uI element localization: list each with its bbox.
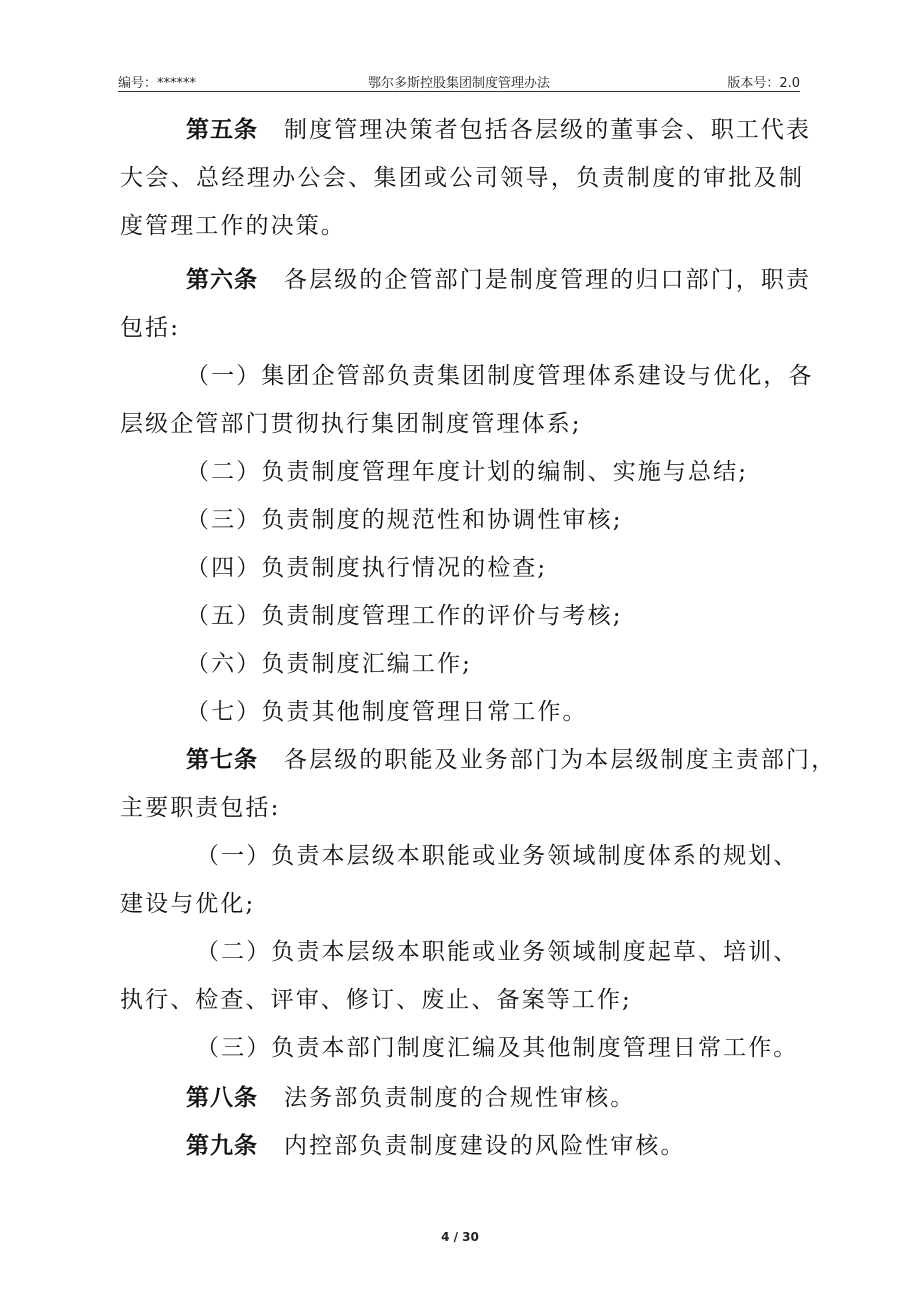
article-5-line-2: 大会、总经理办公会、集团或公司领导，负责制度的审批及制	[120, 165, 802, 191]
article-7-text-1: 各层级的职能及业务部门为本层级制度主责部门，	[284, 747, 837, 773]
article-9-line	[120, 1126, 802, 1166]
article-9-text: 内控部负责制度建设的风险性审核。	[284, 1133, 686, 1159]
article-6-line-2: 包括:	[120, 315, 181, 341]
version-number: 版本号：2.0	[727, 76, 800, 91]
article-6-item-5: （五）负责制度管理工作的评价与考核;	[186, 603, 623, 629]
article-6-item-4: （四）负责制度执行情况的检查;	[186, 555, 548, 581]
article-5-title: 第五条	[186, 117, 258, 143]
article-8-line	[120, 1078, 802, 1118]
article-6-item-7: （七）负责其他制度管理日常工作。	[186, 699, 588, 725]
article-6-item-2: （二）负责制度管理年度计划的编制、实施与总结;	[186, 459, 749, 485]
article-7-line-2: 主要职责包括:	[120, 795, 281, 821]
article-7-title: 第七条	[186, 747, 258, 773]
article-7-item-2-line-2: 执行、检查、评审、修订、废止、备案等工作;	[120, 987, 632, 1013]
article-5-line-1	[120, 110, 812, 150]
article-5-line-3: 度管理工作的决策。	[120, 213, 346, 239]
article-7-item-2-line-1: （二）负责本层级本职能或业务领域制度起草、培训、	[196, 939, 799, 965]
article-6-item-3: （三）负责制度的规范性和协调性审核;	[186, 507, 623, 533]
page-number: 4 / 30	[441, 1230, 479, 1244]
article-8-text: 法务部负责制度的合规性审核。	[284, 1085, 636, 1111]
document-number: 编号：******	[118, 76, 197, 91]
article-6-item-1-line-1: （一）集团企管部负责集团制度管理体系建设与优化，各	[186, 363, 814, 389]
page-header	[118, 70, 800, 92]
article-8-title: 第八条	[186, 1085, 258, 1111]
article-7-item-1-line-1: （一）负责本层级本职能或业务领域制度体系的规划、	[196, 843, 799, 869]
article-7-line-1	[120, 740, 837, 780]
article-7-item-1-line-2: 建设与优化;	[120, 891, 256, 917]
article-6-line-1	[120, 260, 812, 300]
article-6-item-1-line-2: 层级企管部门贯彻执行集团制度管理体系;	[120, 411, 582, 437]
article-7-item-3: （三）负责本部门制度汇编及其他制度管理日常工作。	[196, 1035, 799, 1061]
article-6-item-6: （六）负责制度汇编工作;	[186, 651, 472, 677]
article-5-text-1: 制度管理决策者包括各层级的董事会、职工代表	[284, 117, 812, 143]
article-6-title: 第六条	[186, 267, 258, 293]
article-6-text-1: 各层级的企管部门是制度管理的归口部门，职责	[284, 267, 812, 293]
article-9-title: 第九条	[186, 1133, 258, 1159]
header-divider	[118, 91, 800, 92]
document-title: 鄂尔多斯控股集团制度管理办法	[367, 76, 550, 91]
